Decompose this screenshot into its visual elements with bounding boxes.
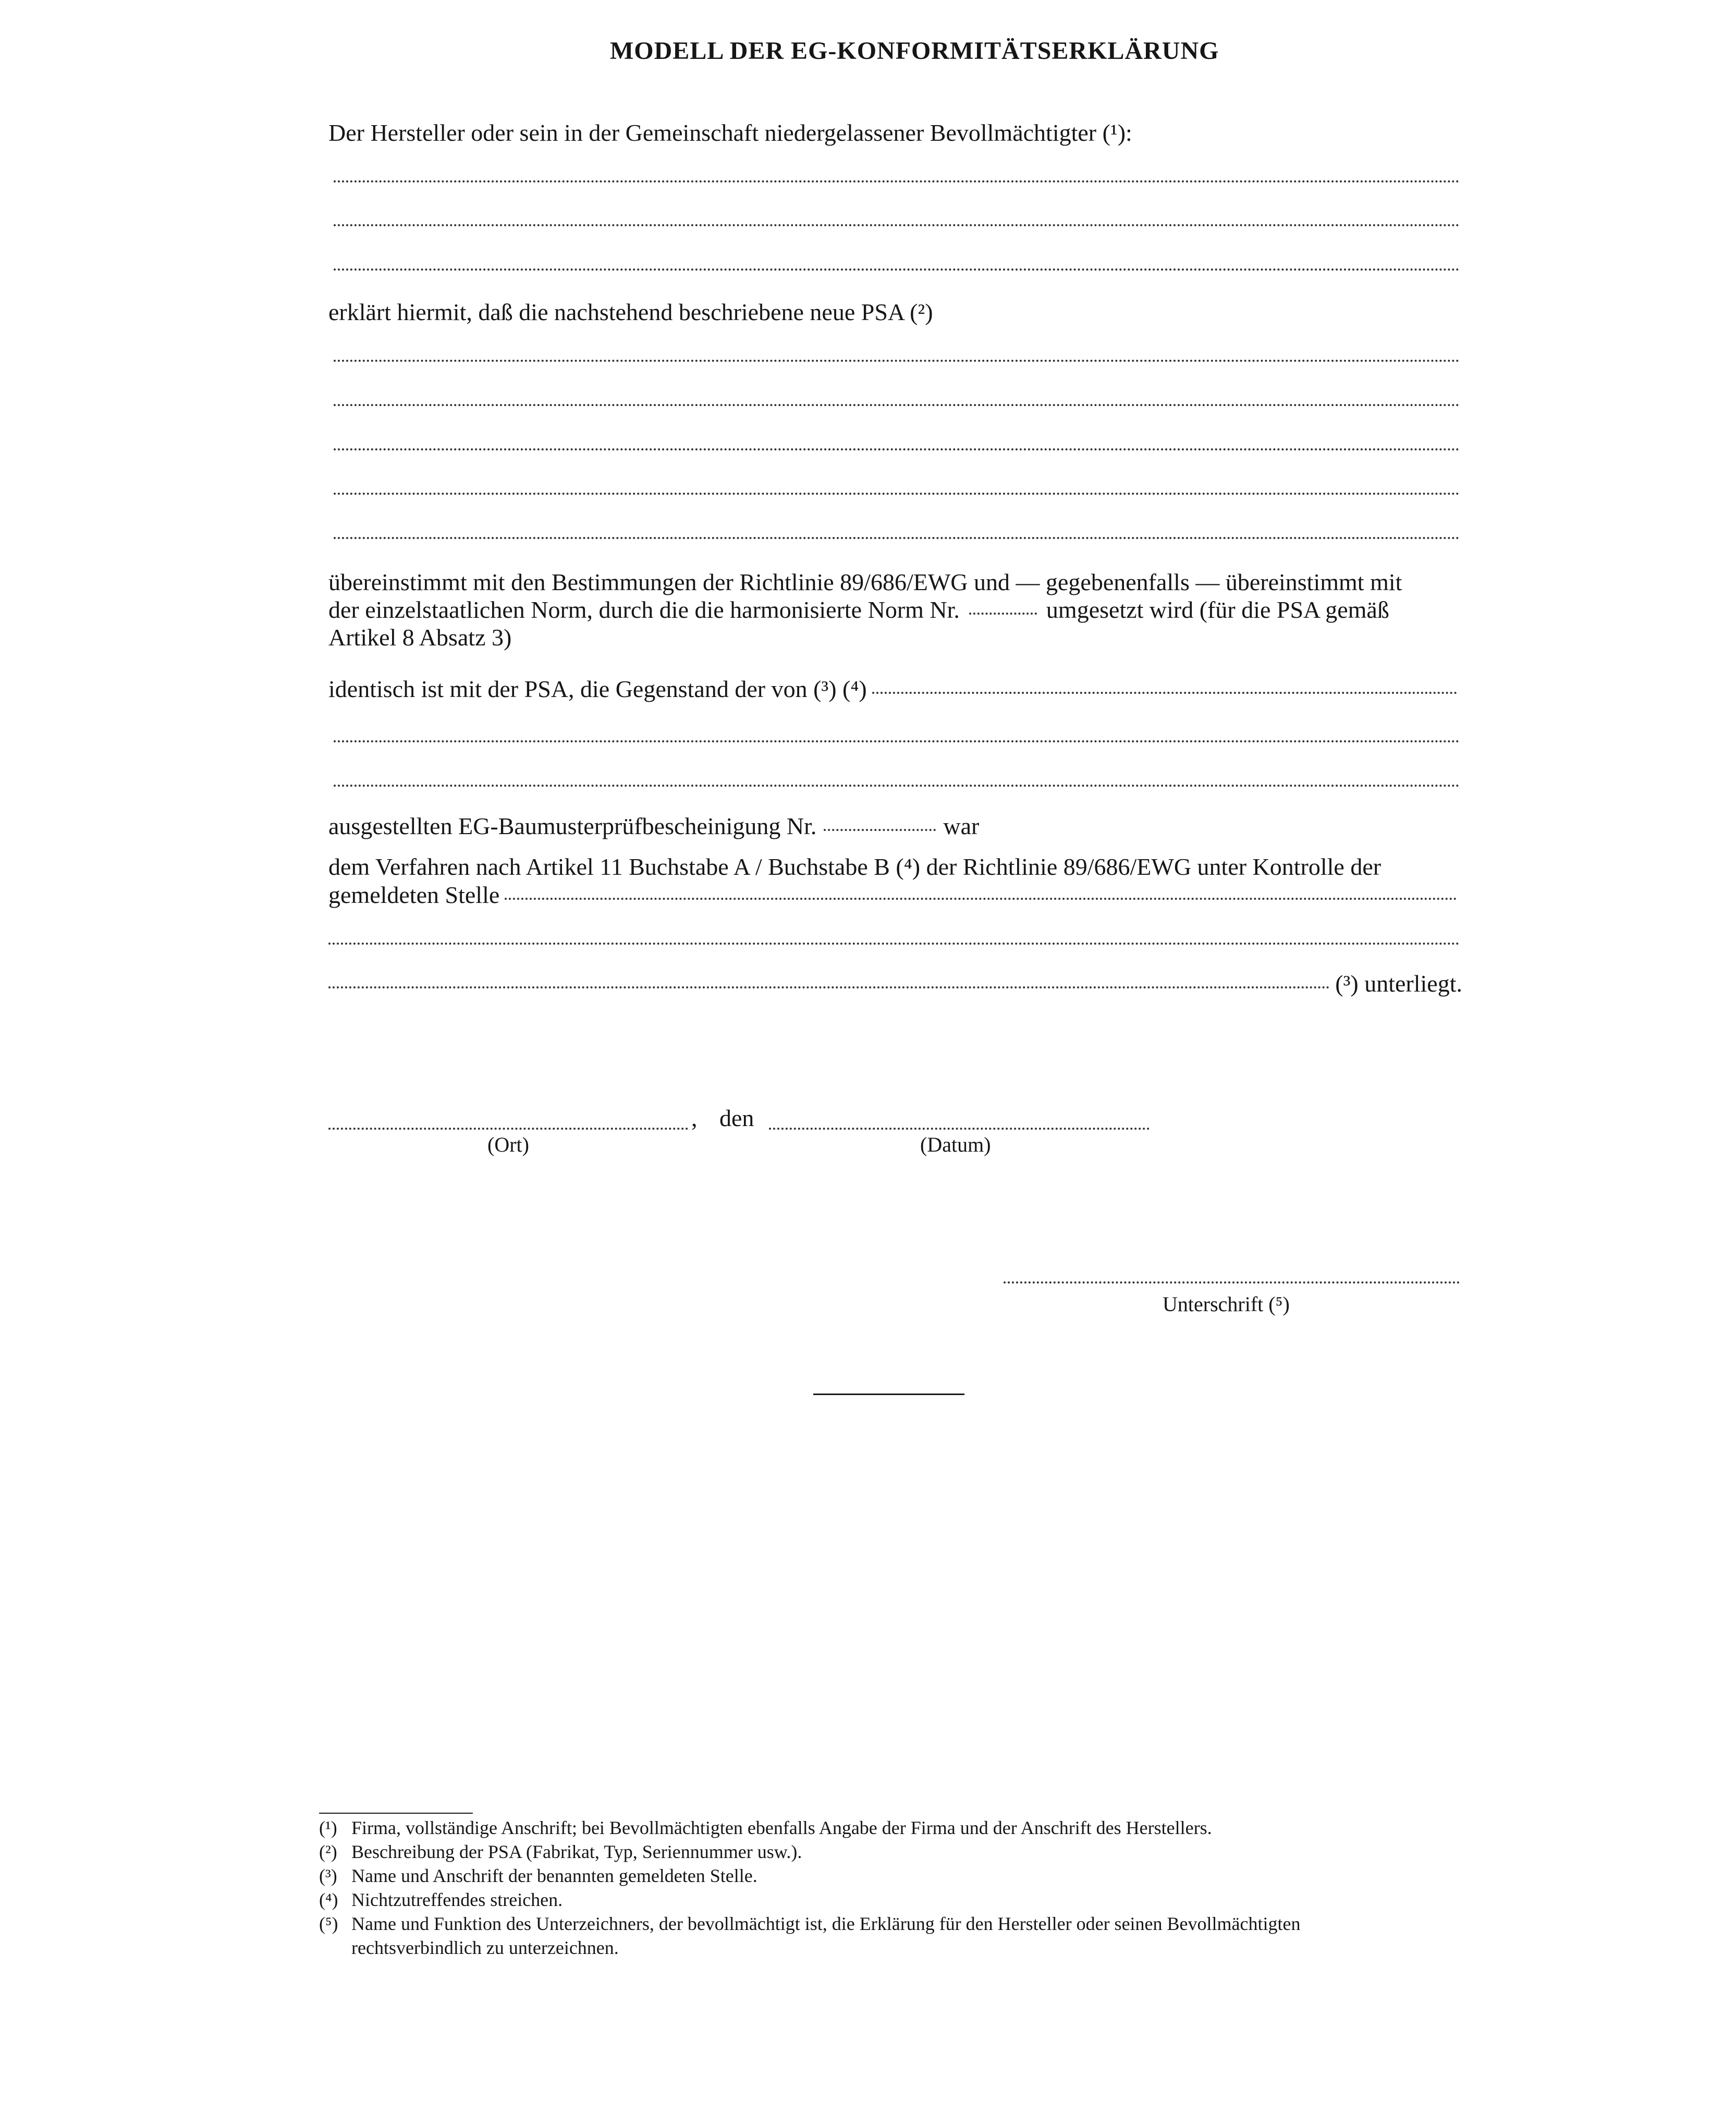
manufacturer-field-line-3[interactable] <box>334 268 1460 271</box>
date-caption: (Datum) <box>920 1133 991 1156</box>
declares-label: erklärt hiermit, daß die nachstehend beschriebene neue PSA (²) <box>328 299 933 325</box>
section-separator <box>813 1394 964 1395</box>
footnote-1 <box>319 1816 1212 1840</box>
footnote-text: Nichtzutreffendes streichen. <box>351 1889 563 1910</box>
footnote-5 <box>319 1912 1300 1936</box>
manufacturer-field-line-2[interactable] <box>334 224 1460 226</box>
subject-row <box>328 970 1462 998</box>
conformity-text-line-3: Artikel 8 Absatz 3) <box>328 624 512 651</box>
footnote-text: Beschreibung der PSA (Fabrikat, Typ, Seriennummer usw.). <box>351 1841 802 1862</box>
subject-end-label: (³) unterliegt. <box>1335 970 1462 997</box>
footnote-rule <box>319 1813 473 1814</box>
conformity-text-line-1: übereinstimmt mit den Bestimmungen der Richtlinie 89/686/EWG und — gegebenenfalls — übereinstimmt mit <box>328 569 1402 595</box>
psa-field-line-3[interactable] <box>334 448 1460 450</box>
certificate-label: ausgestellten EG-Baumusterprüfbescheinigung Nr. <box>328 813 817 839</box>
footnote-text: rechtsverbindlich zu unterzeichnen. <box>351 1937 619 1958</box>
psa-field-line-5[interactable] <box>334 537 1460 539</box>
footnote-2 <box>319 1840 802 1864</box>
notified-body-field-line-1[interactable] <box>872 692 1457 694</box>
certificate-number-field[interactable] <box>824 829 936 831</box>
conformity-text-line-2-end: umgesetzt wird (für die PSA gemäß <box>1046 596 1389 623</box>
place-separator: , <box>691 1105 698 1131</box>
signature-field[interactable] <box>1004 1281 1460 1284</box>
procedure-text-line-2: gemeldeten Stelle <box>328 882 500 908</box>
page-title: MODELL DER EG-KONFORMITÄTSERKLÄRUNG <box>610 37 1219 65</box>
notified-body-field-line-3[interactable] <box>334 785 1460 787</box>
footnote-marker: (²) <box>319 1841 337 1862</box>
notified-body-control-field-line-2[interactable] <box>328 943 1460 945</box>
psa-field-line-4[interactable] <box>334 493 1460 495</box>
footnote-marker: (³) <box>319 1865 337 1886</box>
procedure-text-line-1: dem Verfahren nach Artikel 11 Buchstabe A / Buchstabe B (⁴) der Richtlinie 89/686/EWG unter Kontrolle der <box>328 853 1382 880</box>
footnote-5-continued <box>319 1936 619 1960</box>
conformity-text-line-2 <box>328 596 1462 624</box>
manufacturer-field-line-1[interactable] <box>334 180 1460 182</box>
notified-body-control-field-line-1[interactable] <box>505 898 1457 900</box>
footnote-4 <box>319 1888 563 1912</box>
date-word: den <box>719 1105 754 1131</box>
footnote-text: Name und Anschrift der benannten gemeldeten Stelle. <box>351 1865 757 1886</box>
psa-field-line-2[interactable] <box>334 404 1460 406</box>
notified-body-field-line-2[interactable] <box>334 740 1460 742</box>
procedure-row-2 <box>328 881 1462 909</box>
footnote-marker: (⁵) <box>319 1913 338 1934</box>
manufacturer-label: Der Hersteller oder sein in der Gemeinschaft niedergelassener Bevollmächtigter (¹): <box>328 119 1132 146</box>
signature-caption: Unterschrift (⁵) <box>1163 1292 1290 1316</box>
footnote-text: Firma, vollständige Anschrift; bei Bevollmächtigten ebenfalls Angabe der Firma und der Anschrift des Herstellers. <box>351 1817 1212 1838</box>
certificate-row <box>328 812 979 840</box>
notified-body-control-field-line-3[interactable] <box>328 986 1330 988</box>
footnote-text: Name und Funktion des Unterzeichners, der bevollmächtigt ist, die Erklärung für den Hersteller oder seinen Bevollmächtigten <box>351 1913 1301 1934</box>
psa-field-line-1[interactable] <box>334 360 1460 362</box>
footnote-3 <box>319 1864 757 1888</box>
identical-label: identisch ist mit der PSA, die Gegenstand der von (³) (⁴) <box>328 676 867 702</box>
certificate-label-end: war <box>943 813 980 839</box>
identical-row <box>328 675 1462 703</box>
footnote-marker: (¹) <box>319 1817 337 1838</box>
norm-number-field[interactable] <box>969 613 1037 615</box>
place-field[interactable] <box>328 1128 688 1130</box>
place-caption: (Ort) <box>487 1133 529 1156</box>
conformity-text-line-2-start: der einzelstaatlichen Norm, durch die die harmonisierte Norm Nr. <box>328 596 960 623</box>
footnote-marker: (⁴) <box>319 1889 338 1910</box>
date-field[interactable] <box>769 1128 1150 1130</box>
